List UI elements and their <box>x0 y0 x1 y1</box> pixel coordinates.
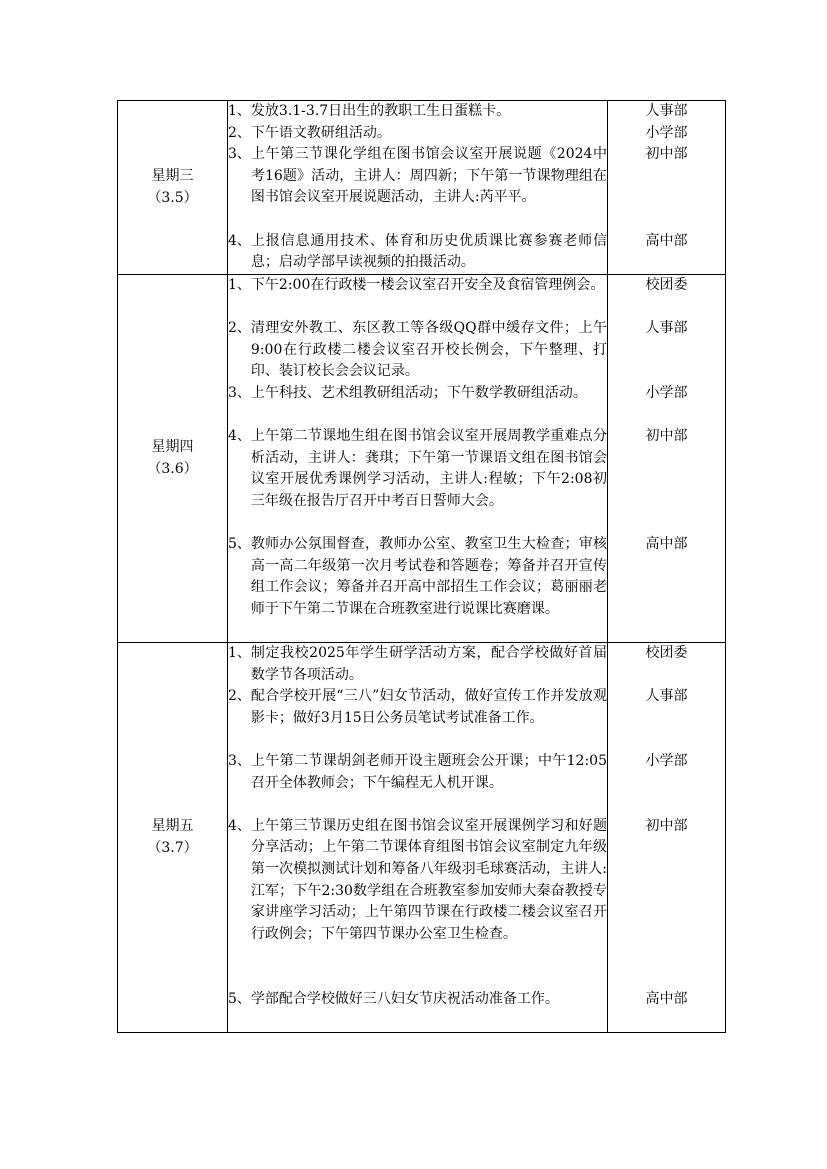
day-cell <box>118 274 228 642</box>
item-department: 人事部 <box>645 319 688 336</box>
day-label: 星期五 <box>151 818 194 835</box>
item-department: 校团委 <box>645 276 688 293</box>
item-text: 上午第二节课胡剑老师开设主题班会公开课；中午12:05召开全体教师会；下午编程无人机开课。 <box>250 752 607 791</box>
item-number: 1、 <box>228 103 251 119</box>
schedule-item <box>228 144 607 230</box>
day-row <box>118 101 726 275</box>
item-text: 上报信息通用技术、体育和历史优质课比赛参赛老师信息；启动学部早读视频的拍摄活动。 <box>250 232 607 271</box>
schedule-item <box>228 275 607 318</box>
day-date: （3.5） <box>147 190 198 207</box>
item-text: 配合学校开展“三八”妇女节活动，做好宣传工作并发放观影卡；做好3月15日公务员笔试考试准备工作。 <box>250 688 607 726</box>
item-text: 上午第二节课地生组在图书馆会议室开展周教学重难点分析活动，主讲人：龚琪；下午第一节课语文组在图书馆会议室开展优秀课例学习活动，主讲人:程敏；下午2:08初三年级在报告厅召开中考百日誓师大会。 <box>250 427 607 509</box>
item-department: 小学部 <box>645 124 688 141</box>
item-department: 人事部 <box>645 103 688 119</box>
item-text: 下午2:00在行政楼一楼会议室召开安全及食宿管理例会。 <box>250 276 605 293</box>
item-department: 高中部 <box>645 232 688 249</box>
schedule-item <box>228 989 607 1032</box>
schedule-item <box>228 534 607 642</box>
schedule-item <box>228 231 607 274</box>
items-cell <box>228 274 608 642</box>
item-text: 制定我校2025年学生研学活动方案，配合学校做好首届数学节各项活动。 <box>250 644 607 683</box>
item-department: 高中部 <box>645 990 688 1007</box>
item-text: 上午第三节课化学组在图书馆会议室开展说题《2024中考16题》活动，主讲人：周四新；下午第一节课物理组在图书馆会议室开展说题活动，主讲人:芮平平。 <box>250 146 607 206</box>
item-number: 1、 <box>228 276 251 293</box>
item-number: 4、 <box>228 817 251 834</box>
item-department: 高中部 <box>645 535 688 552</box>
item-text: 清理安外教工、东区教工等各级QQ群中缓存文件；上午9:00在行政楼二楼会议室召开校长例会，下午整理、打印、装订校长会会议记录。 <box>250 319 607 380</box>
item-number: 5、 <box>228 535 251 552</box>
schedule-item <box>228 751 607 816</box>
item-text: 学部配合学校做好三八妇女节庆祝活动准备工作。 <box>250 990 559 1007</box>
day-label: 星期四 <box>151 439 194 456</box>
day-label: 星期三 <box>151 168 194 185</box>
items-cell <box>228 642 608 1032</box>
item-number: 4、 <box>228 232 251 249</box>
item-department: 初中部 <box>645 146 688 163</box>
day-date: （3.6） <box>147 461 198 478</box>
item-department: 小学部 <box>645 384 688 401</box>
item-text: 下午语文教研组活动。 <box>250 124 391 141</box>
weekly-schedule-table <box>117 100 726 1033</box>
schedule-item <box>228 426 607 534</box>
item-number: 3、 <box>228 146 251 163</box>
schedule-item <box>228 318 607 383</box>
item-number: 3、 <box>228 752 251 769</box>
item-department: 初中部 <box>645 427 688 444</box>
item-number: 1、 <box>228 644 251 661</box>
schedule-item <box>228 686 607 751</box>
departments-cell <box>608 642 726 1032</box>
item-number: 3、 <box>228 384 251 401</box>
item-department: 校团委 <box>645 644 688 661</box>
departments-cell <box>608 101 726 275</box>
schedule-item <box>228 383 607 426</box>
item-text: 发放3.1-3.7日出生的教职工生日蛋糕卡。 <box>250 103 511 119</box>
item-department: 人事部 <box>645 688 688 705</box>
item-text: 教师办公氛围督查，教师办公室、教室卫生大检查；审核高一高二年级第一次月考试卷和答题卷；筹备并召开宣传组工作会议；筹备并召开高中部招生工作会议；葛丽丽老师于下午第二节课在合班教室进行说课比赛磨课。 <box>250 535 607 617</box>
item-department: 小学部 <box>645 752 688 769</box>
item-text: 上午第三节课历史组在图书馆会议室开展课例学习和好题分享活动；上午第二节课体育组图书馆会议室制定九年级第一次模拟测试计划和筹备八年级羽毛球赛活动，主讲人:江军；下午2:30数学组在合班教室参加安师大秦奋教授专家讲座学习活动；上午第四节课在行政楼二楼会议室召开行政例会；下午第四节课办公室卫生检查。 <box>250 817 607 942</box>
schedule-item <box>228 816 607 989</box>
item-department: 初中部 <box>645 817 688 834</box>
day-row <box>118 642 726 1032</box>
item-number: 5、 <box>228 990 251 1007</box>
schedule-item <box>228 123 607 145</box>
departments-cell <box>608 274 726 642</box>
day-cell <box>118 642 228 1032</box>
schedule-item <box>228 643 607 686</box>
item-number: 4、 <box>228 427 251 444</box>
day-cell <box>118 101 228 275</box>
day-row <box>118 274 726 642</box>
day-date: （3.7） <box>147 840 198 857</box>
items-cell <box>228 101 608 275</box>
item-number: 2、 <box>228 688 251 705</box>
item-number: 2、 <box>228 319 251 336</box>
item-number: 2、 <box>228 124 251 141</box>
schedule-body <box>118 101 726 1033</box>
schedule-item <box>228 101 607 123</box>
item-text: 上午科技、艺术组教研组活动；下午数学教研组活动。 <box>250 384 587 401</box>
